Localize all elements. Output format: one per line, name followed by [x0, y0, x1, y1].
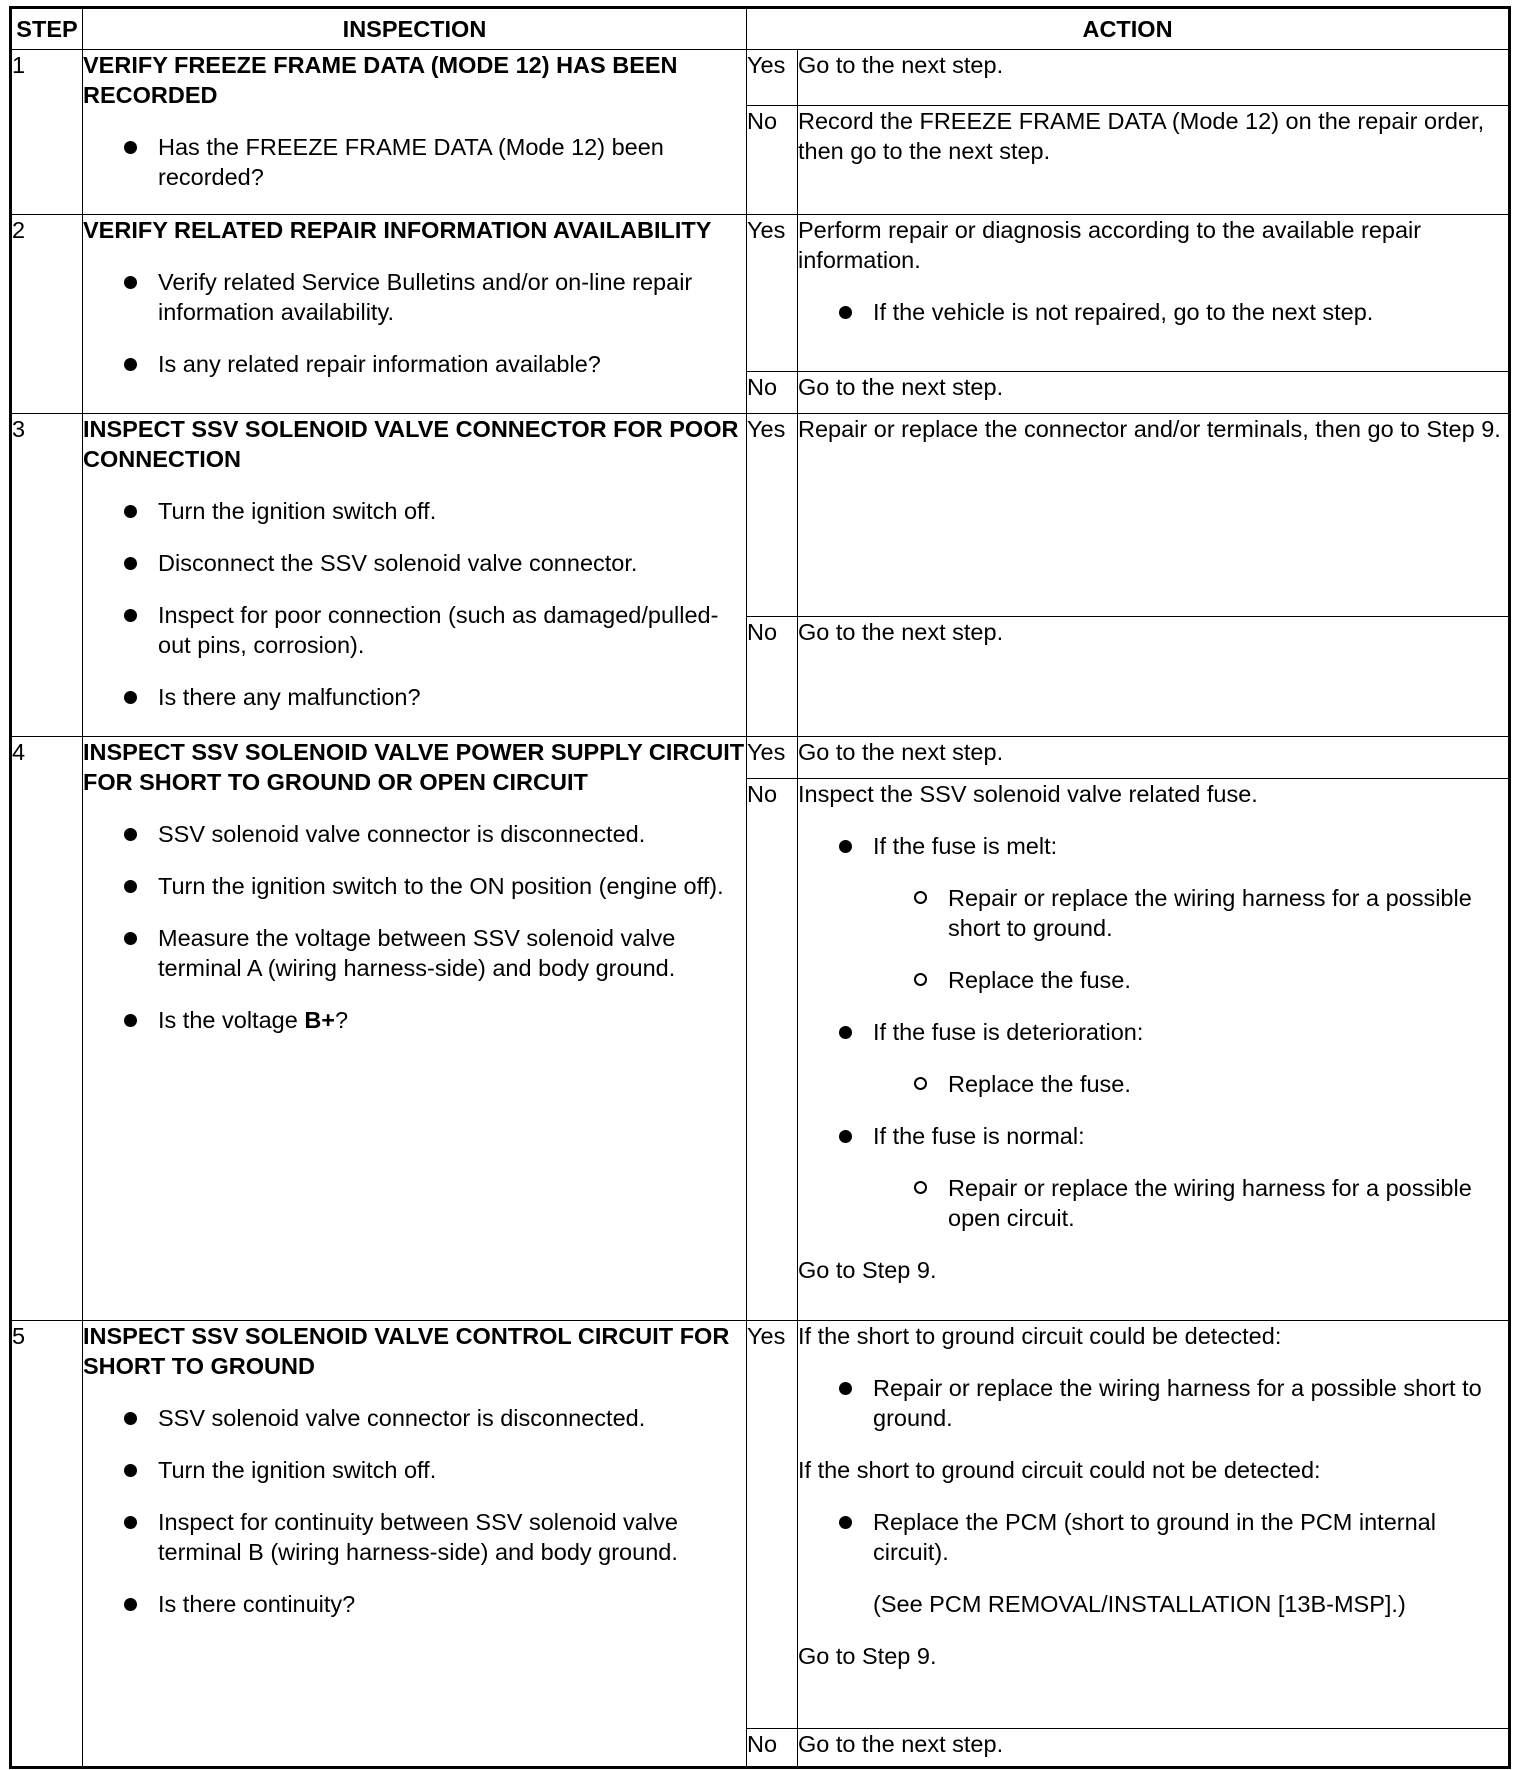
step-title: INSPECT SSV SOLENOID VALVE CONTROL CIRCUIT FOR SHORT TO GROUND	[83, 1323, 730, 1379]
bullet-item: SSV solenoid valve connector is disconnected.	[158, 1403, 746, 1433]
bullet-item: Inspect for continuity between SSV solenoid valve terminal B (wiring harness-side) and body ground.	[158, 1507, 746, 1567]
case-label: If the fuse is melt:	[873, 833, 1058, 859]
case-item	[873, 1017, 1508, 1099]
yes-action: Go to the next step.	[798, 737, 1510, 779]
fuse-cases	[798, 831, 1508, 1233]
sub-item: Repair or replace the wiring harness for a possible open circuit.	[948, 1173, 1508, 1233]
no-label: No	[747, 372, 798, 414]
table-header	[11, 8, 1510, 50]
sub-item: Replace the fuse.	[948, 1069, 1508, 1099]
inspection-bullets	[83, 1403, 746, 1619]
bullet-item: If the vehicle is not repaired, go to the next step.	[873, 297, 1508, 327]
no-label: No	[747, 106, 798, 215]
step-number: 3	[11, 414, 83, 737]
table-row	[11, 1321, 1510, 1729]
bullet-item: Is any related repair information available?	[158, 349, 746, 379]
yes-action	[798, 1321, 1510, 1729]
step-title: VERIFY FREEZE FRAME DATA (MODE 12) HAS BEEN RECORDED	[83, 52, 678, 108]
inspection-cell	[83, 737, 747, 1321]
voltage-value: B+	[304, 1007, 336, 1033]
bullet-item	[158, 1005, 746, 1035]
step-title: INSPECT SSV SOLENOID VALVE POWER SUPPLY CIRCUIT FOR SHORT TO GROUND OR OPEN CIRCUIT	[83, 739, 745, 795]
bullet-item: SSV solenoid valve connector is disconnected.	[158, 819, 746, 849]
inspection-cell	[83, 1321, 747, 1768]
bullet-item: Measure the voltage between SSV solenoid valve terminal A (wiring harness-side) and body ground.	[158, 923, 746, 983]
inspection-bullets	[83, 496, 746, 712]
sub-item: Replace the fuse.	[948, 965, 1508, 995]
no-action: Go to the next step.	[798, 1729, 1510, 1768]
case-item	[873, 1121, 1508, 1233]
inspection-cell	[83, 50, 747, 215]
no-label: No	[747, 779, 798, 1321]
inspection-bullets	[83, 132, 746, 192]
step-title: INSPECT SSV SOLENOID VALVE CONNECTOR FOR POOR CONNECTION	[83, 416, 739, 472]
bullet-item: Is there any malfunction?	[158, 682, 746, 712]
sub-item: Repair or replace the wiring harness for a possible short to ground.	[948, 883, 1508, 943]
action-text: Go to Step 9.	[798, 1643, 937, 1669]
yes-label: Yes	[747, 215, 798, 372]
action-bullets	[798, 1373, 1508, 1433]
bullet-item: Turn the ignition switch off.	[158, 1455, 746, 1485]
header-step: STEP	[11, 8, 83, 50]
action-bullets	[798, 297, 1508, 327]
action-bullets	[798, 1507, 1508, 1619]
yes-action: Go to the next step.	[798, 50, 1510, 106]
bullet-item: Turn the ignition switch off.	[158, 496, 746, 526]
bullet-item: Is there continuity?	[158, 1589, 746, 1619]
bullet-item	[873, 1507, 1508, 1619]
no-action: Record the FREEZE FRAME DATA (Mode 12) on the repair order, then go to the next step.	[798, 106, 1510, 215]
table-row	[11, 215, 1510, 372]
bullet-text: Replace the PCM (short to ground in the PCM internal circuit).	[873, 1509, 1436, 1565]
no-action: Go to the next step.	[798, 372, 1510, 414]
inspection-bullets	[83, 819, 746, 1035]
bullet-text: ?	[335, 1007, 349, 1033]
case-item	[873, 831, 1508, 995]
inspection-cell	[83, 414, 747, 737]
header-action: ACTION	[747, 8, 1510, 50]
step-number: 2	[11, 215, 83, 414]
bullet-item: Repair or replace the wiring harness for a possible short to ground.	[873, 1373, 1508, 1433]
table-row	[11, 737, 1510, 779]
case-subitems	[873, 883, 1508, 995]
diagnostic-table	[9, 6, 1511, 1769]
step-number: 1	[11, 50, 83, 215]
yes-label: Yes	[747, 737, 798, 779]
inspection-bullets	[83, 267, 746, 379]
bullet-item: Inspect for poor connection (such as damaged/pulled-out pins, corrosion).	[158, 600, 746, 660]
case-subitems	[873, 1173, 1508, 1233]
bullet-text: Is the voltage	[158, 1007, 305, 1033]
header-inspection: INSPECTION	[83, 8, 747, 50]
table-row	[11, 414, 1510, 617]
yes-label: Yes	[747, 50, 798, 106]
bullet-item: Verify related Service Bulletins and/or on-line repair information availability.	[158, 267, 746, 327]
step-number: 5	[11, 1321, 83, 1768]
table-row	[11, 50, 1510, 106]
action-text: If the short to ground circuit could not be detected:	[798, 1457, 1321, 1483]
step-number: 4	[11, 737, 83, 1321]
action-text: If the short to ground circuit could be detected:	[798, 1323, 1282, 1349]
inspection-cell	[83, 215, 747, 414]
bullet-item: Has the FREEZE FRAME DATA (Mode 12) been recorded?	[158, 132, 746, 192]
yes-label: Yes	[747, 414, 798, 617]
bullet-item: Turn the ignition switch to the ON position (engine off).	[158, 871, 746, 901]
action-text: Inspect the SSV solenoid valve related fuse.	[798, 781, 1258, 807]
yes-label: Yes	[747, 1321, 798, 1729]
bullet-item: Disconnect the SSV solenoid valve connector.	[158, 548, 746, 578]
reference-text: (See PCM REMOVAL/INSTALLATION [13B-MSP].)	[873, 1591, 1406, 1617]
action-text: Go to Step 9.	[798, 1257, 937, 1283]
case-subitems	[873, 1069, 1508, 1099]
case-label: If the fuse is deterioration:	[873, 1019, 1144, 1045]
no-label: No	[747, 1729, 798, 1768]
yes-action: Repair or replace the connector and/or terminals, then go to Step 9.	[798, 414, 1510, 617]
no-action	[798, 779, 1510, 1321]
action-text: Perform repair or diagnosis according to the available repair information.	[798, 217, 1422, 273]
no-label: No	[747, 617, 798, 737]
case-label: If the fuse is normal:	[873, 1123, 1085, 1149]
no-action: Go to the next step.	[798, 617, 1510, 737]
yes-action	[798, 215, 1510, 372]
step-title: VERIFY RELATED REPAIR INFORMATION AVAILABILITY	[83, 217, 712, 243]
